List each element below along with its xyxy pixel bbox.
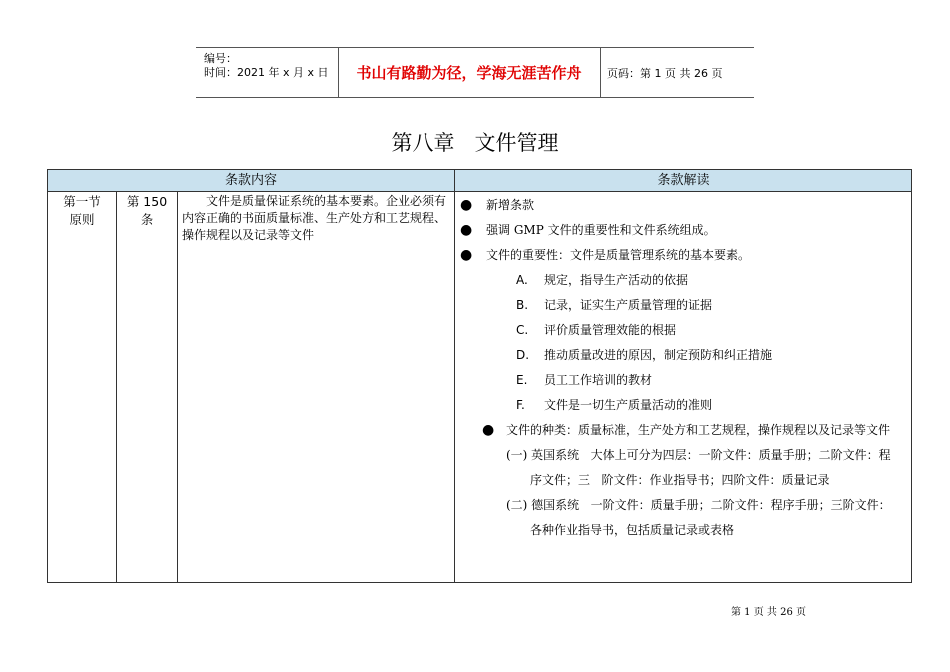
- column-divider: [177, 191, 178, 582]
- list-item: [458, 243, 908, 268]
- time-label: 时间：2021 年 x 月 x 日: [204, 66, 329, 79]
- item-key: A.: [516, 273, 528, 287]
- item-key: B.: [516, 298, 529, 312]
- section-number: 第一节: [63, 194, 101, 209]
- list-item: [458, 293, 908, 318]
- section-cell: [48, 193, 116, 229]
- page-header: [196, 47, 754, 98]
- section-name: 原则: [69, 212, 95, 227]
- column-divider: [454, 170, 455, 582]
- item-key: E.: [516, 373, 528, 387]
- bullet-text: 新增条款: [486, 198, 535, 212]
- column-divider: [116, 191, 117, 582]
- item-text: 推动质量改进的原因，制定预防和纠正措施: [544, 348, 773, 362]
- clause-content-text: 文件是质量保证系统的基本要素。企业必须有内容正确的书面质量标准、生产处方和工艺规程、操作规程以及记录等文件: [182, 194, 447, 242]
- list-item: [458, 343, 908, 368]
- header-meta: [204, 52, 329, 80]
- header-clause-interpretation: 条款解读: [657, 173, 710, 188]
- bullet-icon: ●: [460, 247, 473, 263]
- number-label: 编号：: [204, 52, 237, 65]
- list-item: [458, 393, 908, 418]
- page-footer: 第 1 页 共 26 页: [731, 607, 806, 618]
- list-item: [458, 368, 908, 393]
- header-divider: [600, 48, 601, 97]
- item-key: C.: [516, 323, 529, 337]
- item-text: 员工工作培训的教材: [544, 373, 653, 387]
- chapter-title: 第八章 文件管理: [391, 131, 559, 155]
- bullet-text: 强调 GMP 文件的重要性和文件系统组成。: [486, 223, 716, 237]
- bullet-text: 文件的重要性：文件是质量管理系统的基本要素。: [486, 248, 751, 262]
- clause-table: [47, 169, 912, 583]
- header-page-info: 页码：第 1 页 共 26 页: [607, 66, 723, 80]
- header-clause-content: 条款内容: [224, 173, 277, 188]
- item-key: D.: [516, 348, 530, 362]
- item-text: 记录，证实生产质量管理的证据: [544, 298, 713, 312]
- bullet-text: 文件的种类：质量标准，生产处方和工艺规程，操作规程以及记录等文件: [506, 423, 891, 437]
- article-number: 第 150: [126, 194, 168, 209]
- list-item: (一) 英国系统 大体上可分为四层：一阶文件：质量手册；二阶文件：程序文件；三 阶文件：作业指导书；四阶文件：质量记录: [506, 448, 891, 487]
- bullet-icon: ●: [482, 422, 495, 438]
- header-motto: 书山有路勤为径，学海无涯苦作舟: [356, 64, 582, 82]
- item-text: 文件是一切生产质量活动的准则: [544, 398, 713, 412]
- table-header-row: [48, 170, 911, 192]
- item-text: 评价质量管理效能的根据: [544, 323, 677, 337]
- interpretation-cell: [458, 193, 908, 543]
- list-item: [458, 318, 908, 343]
- article-suffix: 条: [140, 212, 154, 227]
- article-cell: [117, 193, 177, 229]
- list-item: [458, 418, 908, 443]
- item-key: F.: [516, 398, 525, 412]
- list-item: [458, 193, 908, 218]
- item-text: 规定，指导生产活动的依据: [544, 273, 689, 287]
- list-item: [458, 218, 908, 243]
- list-item: [458, 268, 908, 293]
- bullet-icon: ●: [460, 197, 473, 213]
- bullet-icon: ●: [460, 222, 473, 238]
- list-item: (二) 德国系统 一阶文件：质量手册；二阶文件：程序手册；三阶文件：各种作业指导书，包括质量记录或表格: [506, 498, 891, 537]
